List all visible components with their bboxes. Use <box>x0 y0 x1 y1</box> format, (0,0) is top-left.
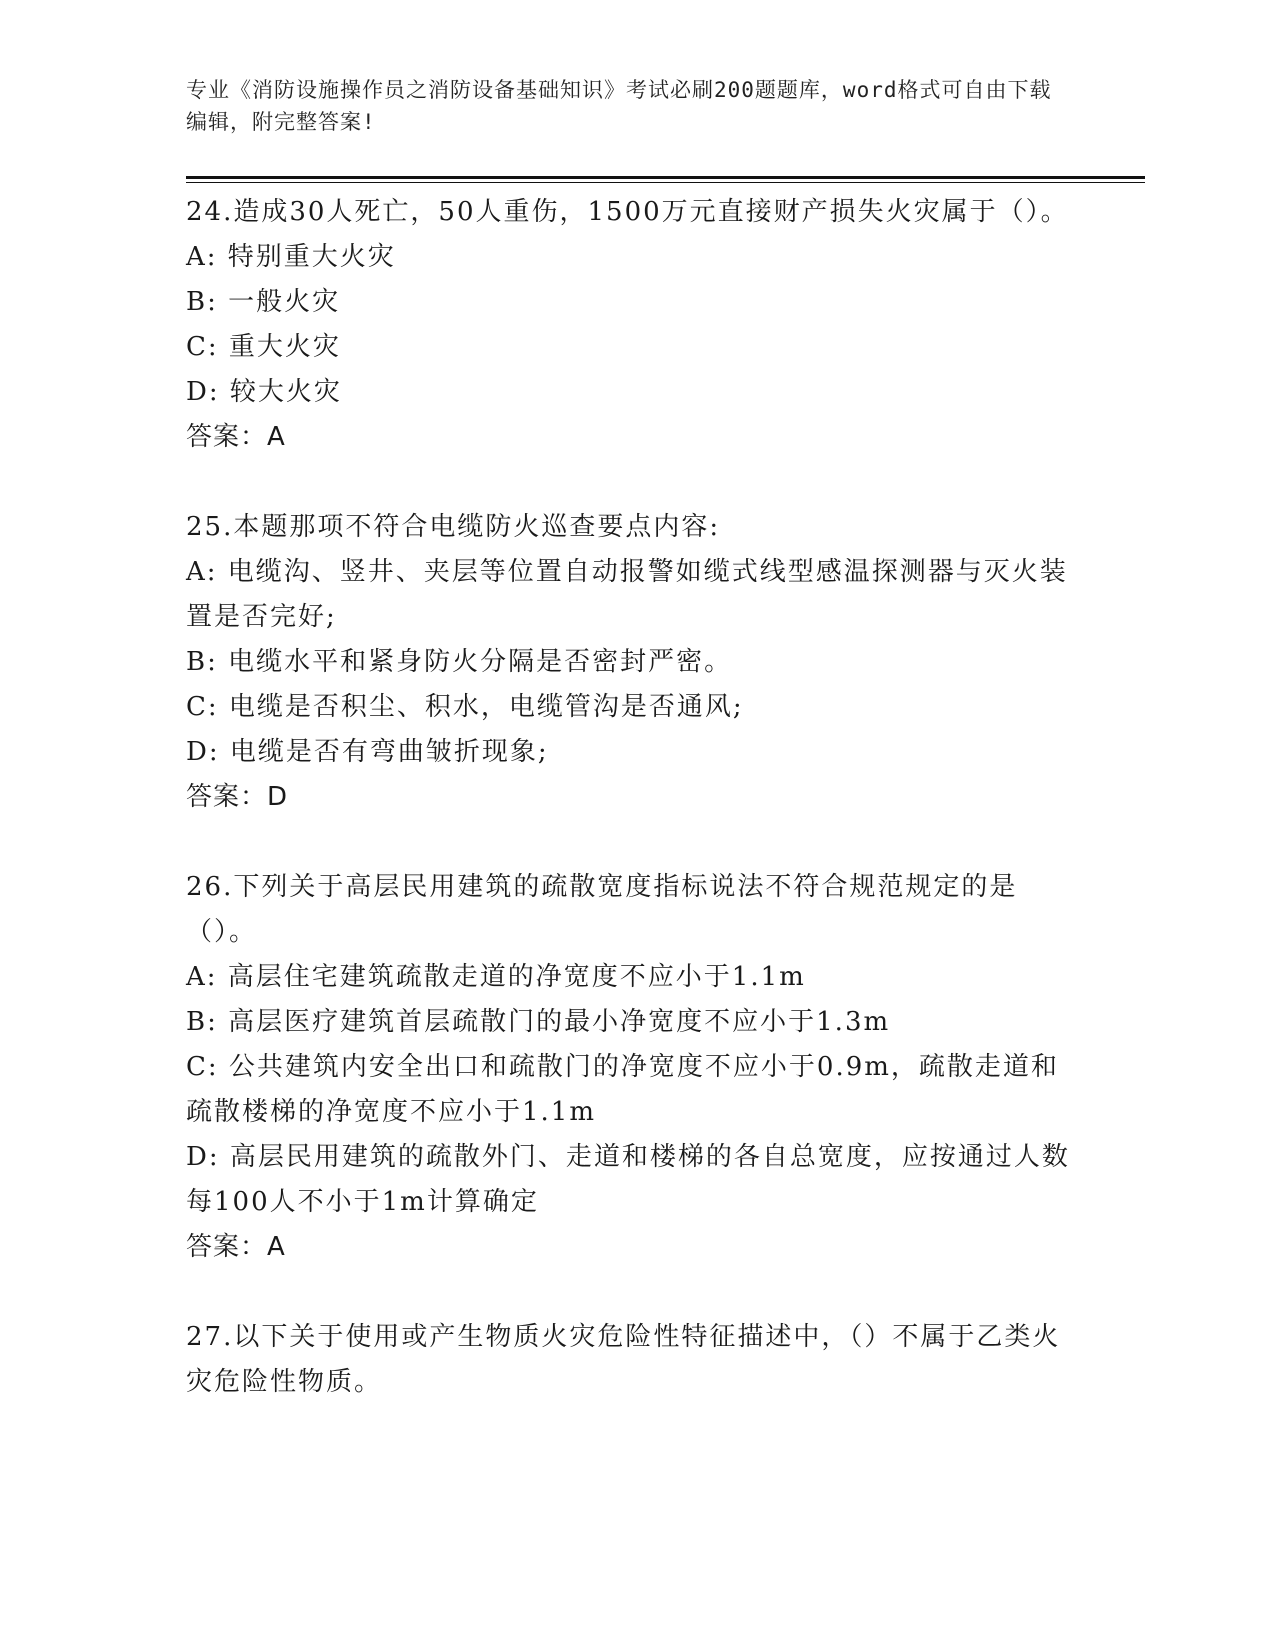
option-c: C: 重大火灾 <box>186 332 341 362</box>
question-stem: 25.本题那项不符合电缆防火巡查要点内容: <box>186 512 721 542</box>
question-26 <box>186 865 1086 1270</box>
question-list <box>186 190 1086 1450</box>
document-header: 专业《消防设施操作员之消防设备基础知识》考试必刷200题题库，word格式可自由下载编辑，附完整答案! <box>186 78 1052 134</box>
question-stem: 24.造成30人死亡，50人重伤，1500万元直接财产损失火灾属于（）。 <box>186 197 1069 227</box>
option-d: D: 高层民用建筑的疏散外门、走道和楼梯的各自总宽度，应按通过人数每100人不小于1m计算确定 <box>186 1142 1070 1217</box>
header-divider-thick <box>186 176 1145 179</box>
answer-line: 答案：D <box>186 782 289 812</box>
answer-line: 答案：A <box>186 1232 286 1262</box>
option-b: B: 一般火灾 <box>186 287 341 317</box>
option-d: D: 较大火灾 <box>186 377 342 407</box>
option-c: C: 电缆是否积尘、积水，电缆管沟是否通风; <box>186 692 744 722</box>
question-24 <box>186 190 1086 460</box>
option-a: A: 电缆沟、竖井、夹层等位置自动报警如缆式线型感温探测器与灭火装置是否完好; <box>186 557 1068 632</box>
option-b: B: 电缆水平和紧身防火分隔是否密封严密。 <box>186 647 733 677</box>
answer-line: 答案：A <box>186 422 286 452</box>
question-27 <box>186 1315 1086 1405</box>
option-b: B: 高层医疗建筑首层疏散门的最小净宽度不应小于1.3m <box>186 1007 891 1037</box>
option-d: D: 电缆是否有弯曲皱折现象; <box>186 737 549 767</box>
question-stem: 27.以下关于使用或产生物质火灾危险性特征描述中，（）不属于乙类火灾危险性物质。 <box>186 1322 1061 1397</box>
option-a: A: 高层住宅建筑疏散走道的净宽度不应小于1.1m <box>186 962 806 992</box>
option-c: C: 公共建筑内安全出口和疏散门的净宽度不应小于0.9m，疏散走道和疏散楼梯的净宽度不应小于1.1m <box>186 1052 1059 1127</box>
option-a: A: 特别重大火灾 <box>186 242 396 272</box>
header-divider-thin <box>186 182 1145 183</box>
question-25 <box>186 505 1086 820</box>
question-stem: 26.下列关于高层民用建筑的疏散宽度指标说法不符合规范规定的是（）。 <box>186 872 1018 947</box>
